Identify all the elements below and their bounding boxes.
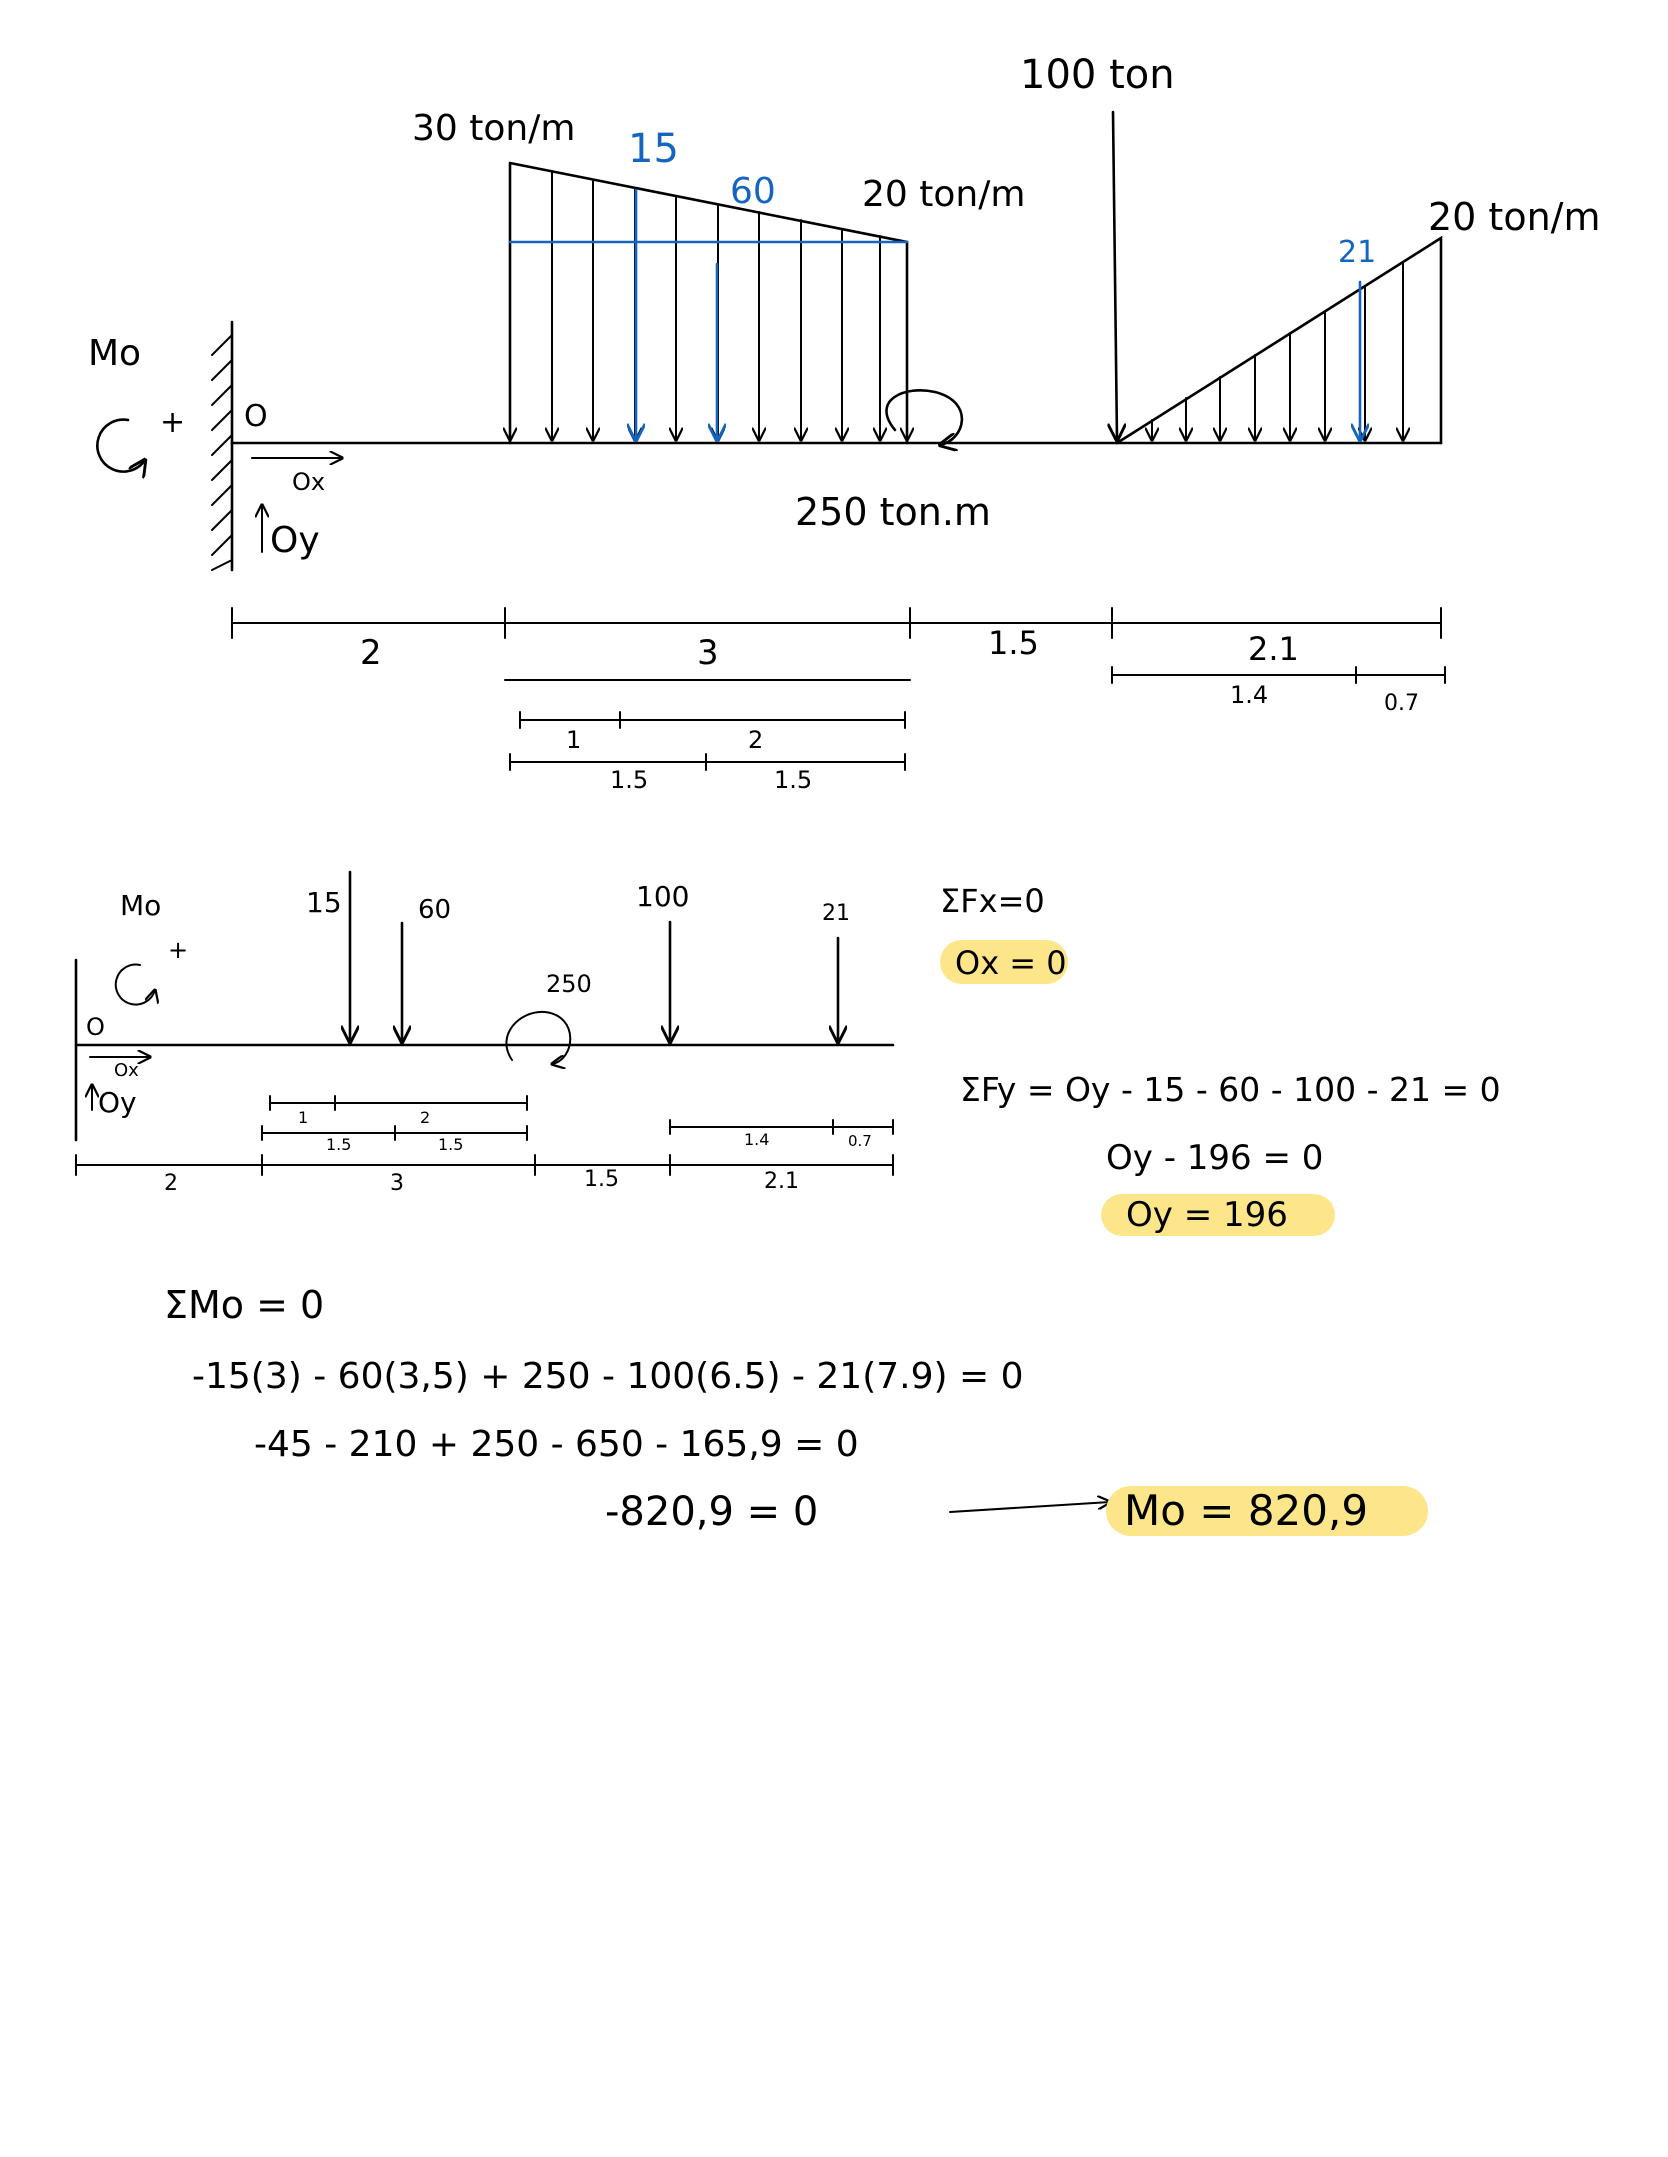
mo-line-2: -45 - 210 + 250 - 650 - 165,9 = 0 [254,1424,859,1465]
wall-hatching [212,335,232,570]
fbd-oy-label: Oy [98,1086,137,1119]
sub-dim-1-4: 1.4 [1230,681,1269,709]
fbd-sub-dim-1-4: 1.4 [744,1130,770,1149]
mo-line-1: -15(3) - 60(3,5) + 250 - 100(6.5) - 21(7.9) = 0 [192,1356,1024,1397]
top-beam-diagram [88,52,1600,794]
resultant-60-label: 60 [730,171,776,212]
dim-2: 2 [360,633,382,673]
origin-label: O [244,399,268,434]
trapezoid-load-outline [510,163,907,443]
fbd-dim-1-5: 1.5 [584,1167,619,1192]
point-load-label: 100 ton [1020,52,1175,98]
plus-sign: + [160,405,186,440]
fbd-sub-dims [262,1096,893,1140]
ox-result: Ox = 0 [955,944,1067,982]
fbd-force-15-label: 15 [306,886,342,919]
dim-2-1: 2.1 [1248,630,1299,668]
fy-step: Oy - 196 = 0 [1106,1138,1324,1178]
w-right-label: 20 ton/m [862,174,1026,215]
result-arrow [950,1502,1110,1512]
couple-moment-arrow [886,390,961,445]
sub-dims-2-1 [1112,667,1445,683]
sum-fy-equation: ΣFy = Oy - 15 - 60 - 100 - 21 = 0 [960,1070,1501,1109]
fbd-sub-dim-1-5a: 1.5 [326,1135,352,1154]
fbd-couple-arrow [506,1012,570,1064]
fbd-force-21-label: 21 [822,901,850,926]
equations [164,882,1501,1536]
sub-dims-3 [505,680,910,770]
trapezoid-load-arrows [510,170,907,440]
w-left-label: 30 ton/m [412,108,576,149]
fbd-sub-dim-1-5b: 1.5 [438,1135,464,1154]
fbd-dim-2: 2 [164,1171,178,1196]
oy-label: Oy [270,520,320,561]
moment-arrow [97,420,145,472]
oy-result: Oy = 196 [1126,1195,1288,1235]
fbd-ox-label: Ox [114,1060,139,1081]
fbd-moment-label: Mo [120,889,162,922]
sub-dim-1-5b: 1.5 [774,766,813,794]
resultant-21-label: 21 [1338,235,1377,270]
point-load-arrow [1113,112,1117,440]
fbd-moment-arrow [116,965,155,1005]
fbd-sub-dim-1: 1 [298,1108,309,1127]
fbd-plus-sign: + [168,936,189,964]
sub-dim-1-5a: 1.5 [610,766,649,794]
fbd-origin-label: O [86,1013,105,1041]
sum-fx-equation: ΣFx=0 [940,882,1045,920]
sub-dim-0-7: 0.7 [1384,691,1419,716]
dim-1-5: 1.5 [988,624,1039,662]
resultant-15-label: 15 [628,126,679,172]
ox-label: Ox [292,468,326,496]
mo-result: Mo = 820,9 [1124,1486,1369,1535]
fbd-dim-3: 3 [390,1171,404,1196]
fbd-sub-dim-0-7: 0.7 [848,1132,872,1150]
dim-3: 3 [697,633,719,673]
sub-dim-2: 2 [748,726,764,754]
couple-label: 250 ton.m [795,490,991,534]
moment-label: Mo [88,333,142,374]
triangle-load-outline [1117,238,1441,443]
tri-w-label: 20 ton/m [1428,195,1601,239]
mo-line-3: -820,9 = 0 [605,1489,819,1535]
fbd-couple-label: 250 [546,970,592,998]
fbd-dim-2-1: 2.1 [764,1169,799,1194]
fbd-sub-dim-2: 2 [420,1108,431,1127]
sub-dim-1: 1 [566,726,582,754]
sum-mo-equation: ΣMo = 0 [164,1283,325,1327]
fbd-force-100-label: 100 [636,880,690,913]
free-body-diagram [76,872,893,1196]
triangle-load-arrows [1152,262,1403,440]
fbd-force-60-label: 60 [418,895,452,925]
